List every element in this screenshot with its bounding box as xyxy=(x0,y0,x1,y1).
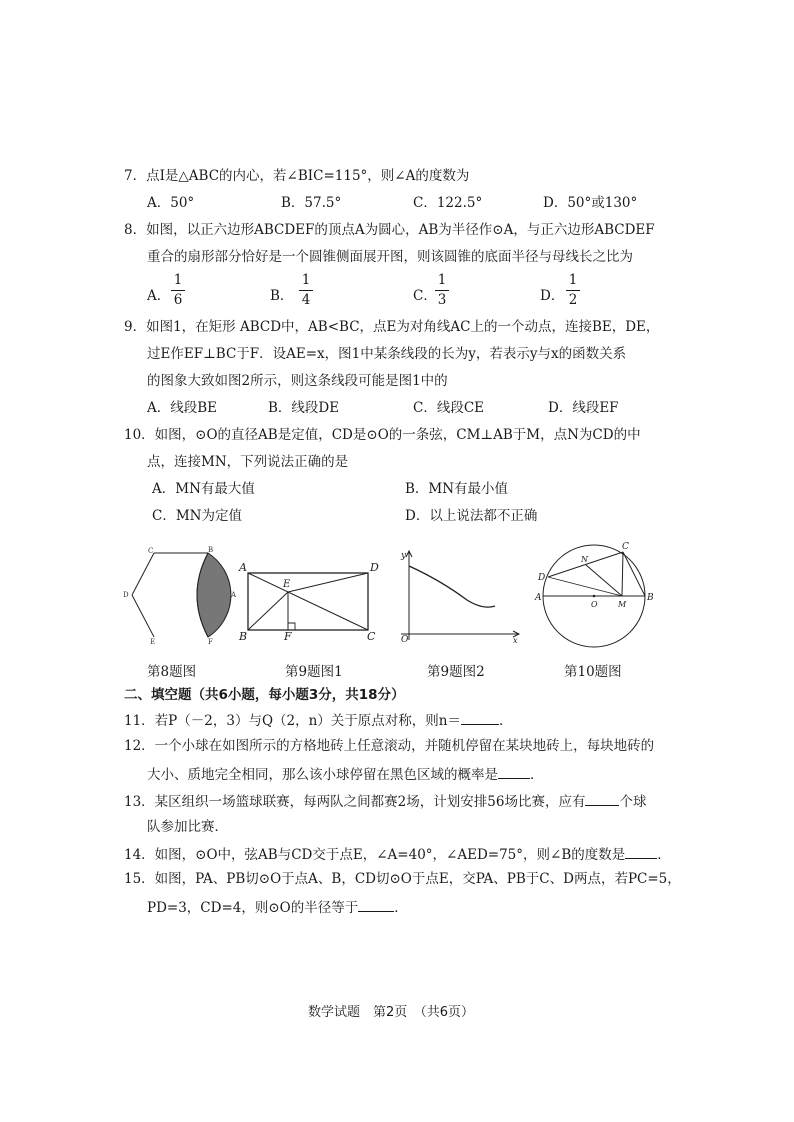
q7-option-d: D．50°或130° xyxy=(543,195,638,211)
q8-option-a-label: A． xyxy=(147,288,171,304)
answer-blank[interactable] xyxy=(625,844,657,859)
q7-option-c: C．122.5° xyxy=(413,195,483,211)
q7-option-a: A．50° xyxy=(147,195,195,211)
q8-line2: 重合的扇形部分恰好是一个圆锥侧面展开图，则该圆锥的底面半径与母线长之比为 xyxy=(147,249,633,265)
figure-9-rectangle xyxy=(235,558,383,644)
function-curve xyxy=(409,566,495,607)
fraction-numerator: 1 xyxy=(173,272,183,288)
q8-option-b-label: B． xyxy=(270,288,294,304)
fig8-label-c: C xyxy=(148,547,154,555)
segment-cm xyxy=(622,552,623,596)
q10-option-b: B．MN有最小值 xyxy=(405,481,509,497)
q10-option-a: A．MN有最大值 xyxy=(152,481,255,497)
figure-8-hexagon xyxy=(122,545,240,645)
fig8-label-b: B xyxy=(208,546,214,554)
q9-option-a: A．线段BE xyxy=(147,400,218,416)
q7-option-b: B．57.5° xyxy=(281,195,342,211)
caption-figure-9-1: 第9题图1 xyxy=(285,664,343,680)
fig10-label-d: D xyxy=(538,573,546,583)
q12-line1: 12．一个小球在如图所示的方格地砖上任意滚动，并随机停留在某块地砖上，每块地砖的 xyxy=(124,738,655,754)
fig9-label-c: C xyxy=(367,630,376,643)
fig9-label-a: A xyxy=(239,561,247,574)
q9-line3: 的图象大致如图2所示，则这条线段可能是图1中的 xyxy=(147,373,448,389)
q10-line2: 点，连接MN，下列说法正确的是 xyxy=(147,454,349,470)
q12-end: ． xyxy=(530,767,544,783)
fig10-label-c: C xyxy=(622,542,629,552)
q13-line1: 13．某区组织一场篮球联赛，每两队之间都赛2场，计划安排56场比赛，应有 xyxy=(124,794,586,810)
fig9b-label-o: O xyxy=(401,635,409,644)
q11-end: ． xyxy=(499,713,513,729)
fig10-label-m: M xyxy=(618,600,627,609)
q9-option-d: D．线段EF xyxy=(548,400,619,416)
q9-line2: 过E作EF⊥BC于F．设AE=x，图1中某条线段的长为y，若表示y与x的函数关系 xyxy=(147,346,627,362)
fraction-denominator: 2 xyxy=(568,292,578,308)
q10-option-c: C．MN为定值 xyxy=(152,508,242,524)
fig10-label-a: A xyxy=(535,593,542,603)
figure-9-graph xyxy=(395,548,525,644)
answer-blank[interactable] xyxy=(585,791,619,806)
q15-end: ． xyxy=(394,900,408,916)
q13-line1-wrap xyxy=(124,791,646,811)
q14-line xyxy=(124,844,671,864)
q13-line2: 队参加比赛． xyxy=(147,819,228,835)
q8-option-a-fraction xyxy=(171,272,185,309)
hexagon-side-cd xyxy=(132,553,154,595)
diagonal-ac xyxy=(248,573,368,630)
q15-line2: PD=3，CD=4，则⊙O的半径等于 xyxy=(147,900,359,916)
fig9-label-e: E xyxy=(283,579,291,590)
q8-option-b-fraction xyxy=(299,272,313,309)
fig8-label-f: F xyxy=(208,638,213,645)
answer-blank[interactable] xyxy=(461,710,499,725)
fig10-label-b: B xyxy=(647,593,654,603)
q10-line1: 10．如图，⊙O的直径AB是定值，CD是⊙O的一条弦，CM⊥AB于M，点N为CD的中 xyxy=(124,427,641,443)
fig9-label-b: B xyxy=(239,630,248,643)
q7-stem: 7．点I是△ABC的内心，若∠BIC=115°，则∠A的度数为 xyxy=(124,168,470,184)
figure-10-circle xyxy=(534,540,660,654)
q10-option-d: D．以上说法都不正确 xyxy=(405,508,538,524)
fig8-label-a: A xyxy=(231,591,237,599)
fig10-label-o: O xyxy=(591,600,598,609)
q9-option-c: C．线段CE xyxy=(413,400,485,416)
answer-blank[interactable] xyxy=(498,764,530,779)
q14-text: 14．如图，⊙O中，弦AB与CD交于点E，∠A=40°，∠AED=75°，则∠B的度数是 xyxy=(124,847,626,863)
fraction-denominator: 6 xyxy=(173,292,183,308)
fig8-label-d: D xyxy=(123,591,129,599)
q15-line1: 15．如图，PA、PB切⊙O于点A、B，CD切⊙O于点E，交PA、PB于C、D两点，若PC=5， xyxy=(124,871,681,887)
q14-end: ． xyxy=(657,847,671,863)
fig8-label-e: E xyxy=(150,638,156,645)
fig9-label-d: D xyxy=(370,561,379,574)
page-footer: 数学试题 第2页 （共6页） xyxy=(308,1005,475,1020)
fraction-denominator: 4 xyxy=(301,292,311,308)
q8-option-d-label: D． xyxy=(540,288,565,304)
fig9b-label-x: x xyxy=(513,636,518,644)
fig9-label-f: F xyxy=(284,630,292,643)
q13-line1-end: 个球 xyxy=(619,794,647,810)
center-point xyxy=(593,595,596,598)
segment-be xyxy=(248,592,288,630)
caption-figure-8: 第8题图 xyxy=(147,664,197,680)
section-fill-in-title: 二、填空题（共6小题，每小题3分，共18分） xyxy=(124,687,405,703)
q8-option-c-label: C． xyxy=(413,288,437,304)
q11-text: 11．若P（－2，3）与Q（2，n）关于原点对称，则n＝ xyxy=(124,713,461,729)
q8-line1: 8．如图，以正六边形ABCDEF的顶点A为圆心，AB为半径作⊙A，与正六边形ABCDEF xyxy=(124,222,655,238)
q8-option-c-fraction xyxy=(435,272,449,309)
fraction-numerator: 1 xyxy=(437,272,447,288)
fraction-numerator: 1 xyxy=(568,272,578,288)
q15-line2-wrap xyxy=(147,897,408,917)
caption-figure-9-2: 第9题图2 xyxy=(427,664,485,680)
answer-blank[interactable] xyxy=(358,897,394,912)
hexagon-side-de xyxy=(132,595,154,637)
fig10-label-n: N xyxy=(581,555,588,564)
segment-cb xyxy=(623,552,645,596)
q12-line2: 大小、质地完全相同，那么该小球停留在黑色区域的概率是 xyxy=(147,767,498,783)
q8-option-d-fraction xyxy=(566,272,580,309)
q12-line2-wrap xyxy=(147,764,544,784)
q11-line xyxy=(124,710,513,730)
right-angle-mark xyxy=(288,623,295,630)
fraction-numerator: 1 xyxy=(301,272,311,288)
fraction-denominator: 3 xyxy=(437,292,447,308)
caption-figure-10: 第10题图 xyxy=(564,664,622,680)
q9-line1: 9．如图1，在矩形 ABCD中，AB<BC，点E为对角线AC上的一个动点，连接BE，DE， xyxy=(124,319,660,335)
fig9b-label-y: y xyxy=(401,551,407,561)
segment-de xyxy=(288,573,368,592)
q9-option-b: B．线段DE xyxy=(268,400,340,416)
